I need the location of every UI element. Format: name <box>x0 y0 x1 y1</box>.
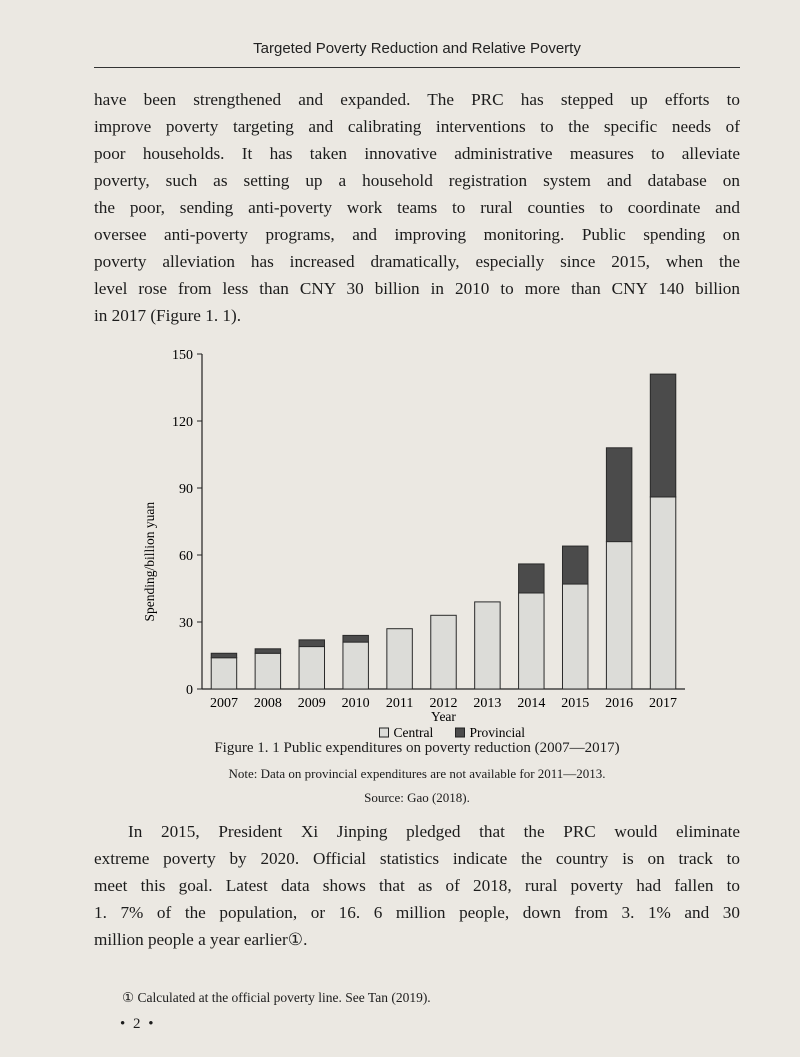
bar-central-2009 <box>299 647 324 689</box>
paragraph-line: have been strengthened and expanded. The PRC has stepped up efforts to <box>94 90 740 109</box>
y-tick-label: 150 <box>172 348 193 363</box>
legend-swatch-provincial <box>456 728 465 737</box>
x-tick-label: 2014 <box>517 696 546 711</box>
y-tick-label: 0 <box>186 683 193 698</box>
bar-provincial-2016 <box>606 448 631 542</box>
paragraph-line: in 2017 (Figure 1. 1). <box>94 306 242 325</box>
figure-source: Source: Gao (2018). <box>364 790 470 805</box>
paragraph-line: extreme poverty by 2020. Official statistics indicate the country is on track to <box>94 849 740 868</box>
y-tick-label: 30 <box>179 616 193 631</box>
x-tick-label: 2016 <box>605 696 634 711</box>
x-tick-label: 2012 <box>429 696 458 711</box>
x-tick-label: 2007 <box>209 696 238 711</box>
x-tick-label: 2009 <box>297 696 326 711</box>
legend-label-provincial: Provincial <box>469 725 525 740</box>
y-tick-label: 60 <box>179 549 193 564</box>
bar-provincial-2009 <box>299 640 324 647</box>
bar-central-2014 <box>519 593 544 689</box>
legend-swatch-central <box>380 728 389 737</box>
paragraph-line: poor households. It has taken innovative administrative measures to alleviate <box>94 144 740 163</box>
bar-central-2016 <box>606 542 631 689</box>
x-tick-label: 2015 <box>561 696 590 711</box>
paragraph-line: poverty alleviation has increased dramatically, especially since 2015, when the <box>94 252 740 271</box>
figure-caption: Figure 1. 1 Public expenditures on poverty reduction (2007—2017) <box>214 740 620 756</box>
bar-provincial-2015 <box>562 546 587 584</box>
paragraph-line: level rose from less than CNY 30 billion in 2010 to more than CNY 140 billion <box>94 279 740 298</box>
paragraph-line: poverty, such as setting up a household registration system and database on <box>94 171 740 190</box>
chart-svg <box>130 336 690 756</box>
bar-central-2015 <box>562 584 587 689</box>
paragraph-line: million people a year earlier①. <box>94 930 308 949</box>
header-rule <box>94 67 740 68</box>
figure-note: Note: Data on provincial expenditures are not available for 2011—2013. <box>228 766 606 781</box>
y-axis-title: Spending/billion yuan <box>142 501 157 622</box>
x-tick-label: 2010 <box>341 696 370 711</box>
bar-central-2017 <box>650 497 675 689</box>
paragraph-line: oversee anti-poverty programs, and improving monitoring. Public spending on <box>94 225 740 244</box>
x-tick-label: 2008 <box>253 696 282 711</box>
bar-central-2012 <box>431 615 456 689</box>
paragraph-line: In 2015, President Xi Jinping pledged that the PRC would eliminate <box>128 822 740 841</box>
x-tick-label: 2017 <box>649 696 678 711</box>
paragraph-line: 1. 7% of the population, or 16. 6 million people, down from 3. 1% and 30 <box>94 903 740 922</box>
bar-central-2007 <box>211 658 236 689</box>
paragraph-2 <box>94 818 740 953</box>
bar-central-2008 <box>255 653 280 689</box>
paragraph-line: improve poverty targeting and calibrating interventions to the specific needs of <box>94 117 740 136</box>
bar-provincial-2007 <box>211 653 236 657</box>
y-tick-label: 120 <box>172 415 193 430</box>
x-tick-label: 2011 <box>385 696 414 711</box>
bar-central-2010 <box>343 642 368 689</box>
bar-provincial-2010 <box>343 635 368 642</box>
bar-provincial-2014 <box>519 564 544 593</box>
bar-provincial-2017 <box>650 374 675 497</box>
y-tick-label: 90 <box>179 482 193 497</box>
footnote: ① Calculated at the official poverty line. See Tan (2019). <box>122 990 431 1005</box>
paragraph-1 <box>94 86 740 329</box>
running-header: Targeted Poverty Reduction and Relative Poverty <box>253 40 581 57</box>
bar-chart <box>130 336 690 756</box>
legend-label-central: Central <box>393 725 434 740</box>
bar-central-2013 <box>475 602 500 689</box>
x-axis-title: Year <box>431 709 456 724</box>
bar-provincial-2008 <box>255 649 280 653</box>
bar-central-2011 <box>387 629 412 689</box>
page-number: • 2 • <box>120 1016 156 1032</box>
paragraph-line: meet this goal. Latest data shows that as of 2018, rural poverty had fallen to <box>94 876 740 895</box>
paragraph-line: the poor, sending anti-poverty work teams to rural counties to coordinate and <box>94 198 740 217</box>
x-tick-label: 2013 <box>473 696 502 711</box>
